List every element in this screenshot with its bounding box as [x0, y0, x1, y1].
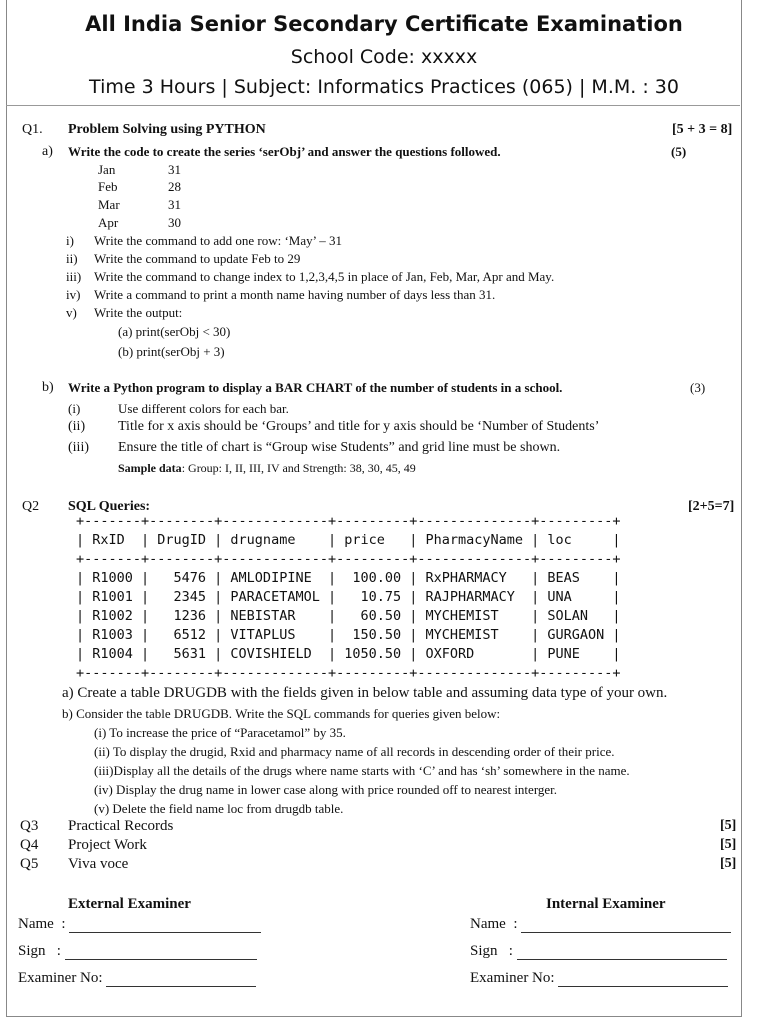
q2-title: SQL Queries: [68, 499, 151, 514]
series-month: Mar [98, 197, 120, 212]
blank-line [558, 972, 728, 987]
q1-marks: [5 + 3 = 8] [672, 122, 733, 137]
q1a-label: a) [42, 144, 53, 159]
internal-examiner-no-field[interactable] [470, 970, 728, 987]
sample-data [118, 461, 416, 476]
exam-title: All India Senior Secondary Certificate Examination [85, 12, 683, 36]
q2a-text: a) Create a table DRUGDB with the fields given in below table and assuming data type of your own. [62, 685, 668, 701]
q1b-item-num: (iii) [68, 440, 89, 455]
sql-query: (v) Delete the field name loc from drugdb table. [94, 801, 344, 816]
q4-number: Q4 [20, 837, 39, 853]
q5-title: Viva voce [68, 856, 129, 872]
q1-number: Q1. [22, 122, 43, 137]
table-row: | R1000 | 5476 | AMLODIPINE | 100.00 | RxPHARMACY | BEAS | [76, 570, 621, 586]
q2-marks: [2+5=7] [688, 499, 735, 514]
q1b-item-text: Title for x axis should be ‘Groups’ and title for y axis should be ‘Number of Students’ [118, 419, 600, 434]
sign-label: Sign [470, 943, 498, 959]
external-sign-field[interactable]: Sign : [18, 943, 257, 960]
series-days: 28 [168, 179, 181, 194]
blank-line [69, 918, 261, 933]
q1b-item-num: (i) [68, 401, 81, 416]
q3-title: Practical Records [68, 818, 174, 834]
q1a-item-text: Write the command to add one row: ‘May’ – 31 [94, 233, 342, 248]
q1b-item-text: Ensure the title of chart is “Group wise Students” and grid line must be shown. [118, 440, 561, 455]
name-label: Name [470, 916, 506, 932]
q1a-item-text: Write the command to update Feb to 29 [94, 251, 301, 266]
q1a-item-num: iii) [66, 269, 82, 284]
examiner-no-label: Examiner No: [18, 970, 103, 986]
q5-marks: [5] [720, 856, 737, 871]
header-divider [6, 105, 740, 106]
q1a-item-num: ii) [66, 251, 78, 266]
q2-number: Q2 [22, 499, 40, 514]
sql-query: (ii) To display the drugid, Rxid and pharmacy name of all records in descending order of their price. [94, 744, 615, 759]
q1a-marks: (5) [671, 144, 687, 159]
q4-title: Project Work [68, 837, 147, 853]
name-label: Name [18, 916, 54, 932]
drug-table [76, 512, 726, 683]
q1a-item-num: v) [66, 305, 77, 320]
sql-query: (iv) Display the drug name in lower case along with price rounded off to nearest interger. [94, 782, 558, 797]
table-border: +-------+--------+-------------+---------+--------------+---------+ [76, 551, 621, 567]
series-month: Jan [98, 162, 116, 177]
series-month: Apr [98, 215, 119, 230]
blank-line [517, 945, 727, 960]
q2b-text: b) Consider the table DRUGDB. Write the SQL commands for queries given below: [62, 706, 501, 721]
q1b-label: b) [42, 380, 54, 395]
q1a-item-text: Write the output: [94, 305, 183, 320]
series-days: 31 [168, 197, 181, 212]
blank-line [521, 918, 731, 933]
table-border: +-------+--------+-------------+---------+--------------+---------+ [76, 513, 621, 529]
external-examiner-heading: External Examiner [68, 896, 191, 912]
q3-marks: [5] [720, 818, 737, 833]
q5-number: Q5 [20, 856, 39, 872]
q1a-item-text: Write a command to print a month name having number of days less than 31. [94, 287, 496, 302]
table-row: | R1002 | 1236 | NEBISTAR | 60.50 | MYCHEMIST | SOLAN | [76, 608, 621, 624]
series-days: 31 [168, 162, 181, 177]
examiner-no-label: Examiner No: [470, 970, 555, 986]
q1a-item-text: Write the command to change index to 1,2,3,4,5 in place of Jan, Feb, Mar, Apr and May. [94, 269, 555, 284]
exam-meta: Time 3 Hours | Subject: Informatics Practices (065) | M.M. : 30 [89, 76, 679, 98]
series-month: Feb [98, 179, 118, 194]
internal-name-field[interactable]: Name : [470, 916, 731, 933]
blank-line [106, 972, 256, 987]
internal-sign-field[interactable]: Sign : [470, 943, 727, 960]
sample-data-text: : Group: I, II, III, IV and Strength: 38, 30, 45, 49 [181, 461, 416, 475]
q1a-item-num: iv) [66, 287, 81, 302]
external-examiner-no-field[interactable] [18, 970, 256, 987]
q1a-text: Write the code to create the series ‘serObj’ and answer the questions followed. [68, 144, 501, 159]
q3-number: Q3 [20, 818, 39, 834]
table-row: | R1003 | 6512 | VITAPLUS | 150.50 | MYCHEMIST | GURGAON | [76, 627, 621, 643]
sql-query: (iii)Display all the details of the drugs where name starts with ‘C’ and has ‘sh’ somewhere in the name. [94, 763, 630, 778]
q1b-item-num: (ii) [68, 419, 86, 434]
internal-examiner-heading: Internal Examiner [546, 896, 666, 912]
sql-query: (i) To increase the price of “Paracetamol” by 35. [94, 725, 346, 740]
output-line: (b) print(serObj + 3) [118, 344, 225, 359]
blank-line [65, 945, 257, 960]
sign-label: Sign [18, 943, 46, 959]
q1b-marks: (3) [690, 380, 706, 395]
school-code: School Code: xxxxx [290, 46, 478, 68]
table-row: | R1001 | 2345 | PARACETAMOL | 10.75 | RAJPHARMACY | UNA | [76, 589, 621, 605]
q1b-text: Write a Python program to display a BAR CHART of the number of students in a school. [68, 380, 563, 395]
q1b-item-text: Use different colors for each bar. [118, 401, 289, 416]
series-days: 30 [168, 215, 181, 230]
external-name-field[interactable]: Name : [18, 916, 261, 933]
q1-title: Problem Solving using PYTHON [68, 122, 266, 137]
q4-marks: [5] [720, 837, 737, 852]
table-header-row: | RxID | DrugID | drugname | price | PharmacyName | loc | [76, 532, 621, 548]
table-border: +-------+--------+-------------+---------+--------------+---------+ [76, 665, 621, 681]
sample-data-label: Sample data [118, 461, 182, 475]
output-line: (a) print(serObj < 30) [118, 324, 231, 339]
table-row: | R1004 | 5631 | COVISHIELD | 1050.50 | OXFORD | PUNE | [76, 646, 621, 662]
q1a-item-num: i) [66, 233, 74, 248]
